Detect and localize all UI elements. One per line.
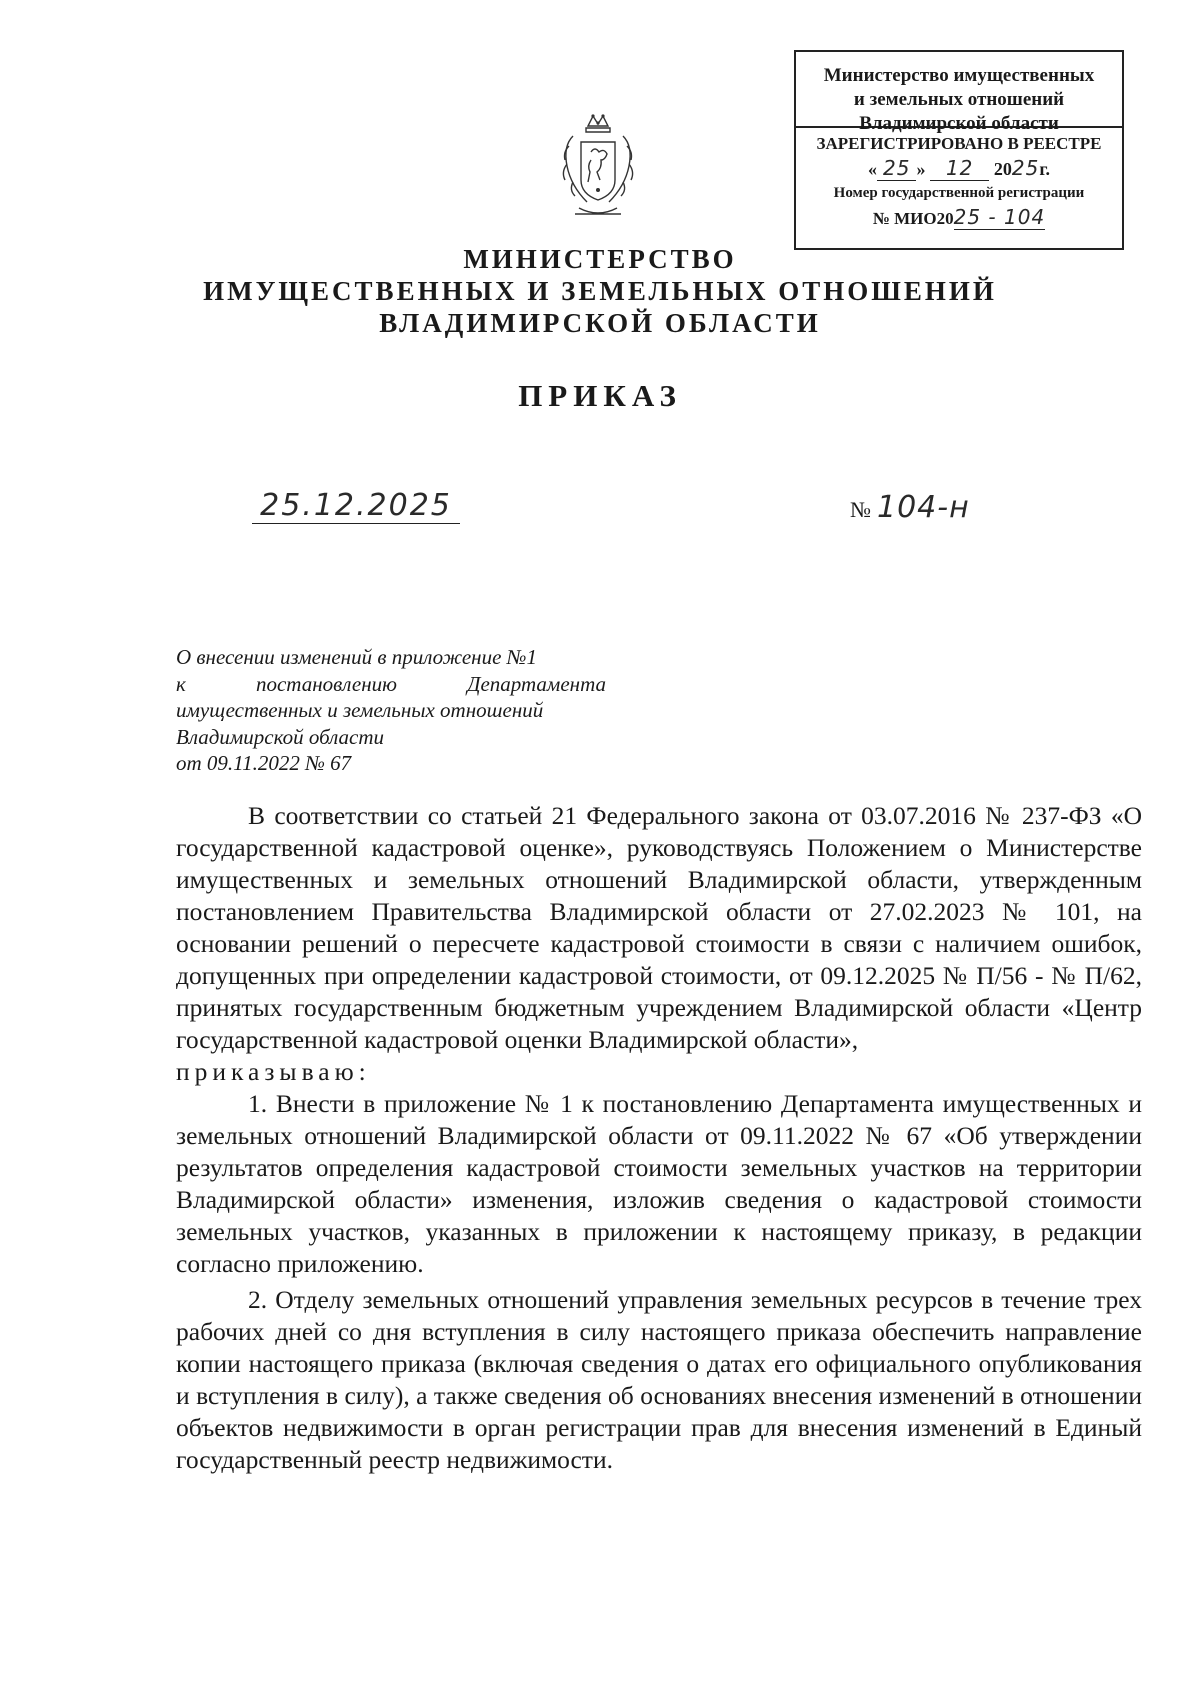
stamp-month: 12 [930,156,989,181]
preamble-paragraph: В соответствии со статьей 21 Федерального закона от 03.07.2016 № 237-ФЗ «О государственной кадастровой оценке», руководствуясь Положением о Министерстве имущественных и земельных отношений Владимирской области, утвержденным постановлением Правительства Владимирской области от 27.02.2023 № 101, на основании решений о пересчете кадастровой стоимости в связи с наличием ошибок, допущенных при определении кадастровой стоимости, от 09.12.2025 № П/56 - № П/62, принятых государственным бюджетным учреждением Владимирской области «Центр государственной кадастровой оценки Владимирской области», [176,801,1142,1054]
order-body [176,800,1142,1476]
stamp-registration-block [796,128,1122,231]
ministry-title-line2: ИМУЩЕСТВЕННЫХ И ЗЕМЕЛЬНЫХ ОТНОШЕНИЙ [203,276,997,306]
order-item-1: 1. Внести в приложение № 1 к постановлению Департамента имущественных и земельных отношений Владимирской области от 09.11.2022 № 67 «Об утверждении результатов определения кадастровой стоимости земельных участков на территории Владимирской области» изменения, изложив сведения о кадастровой стоимости земельных участков, указанных в приложении к настоящему приказу, в редакции согласно приложению. [176,1089,1142,1278]
coat-of-arms-icon [553,112,643,222]
stamp-reg-number-label: Номер государственной регистрации [833,185,1085,201]
stamp-year-end: г. [1039,159,1050,179]
document-type: ПРИКАЗ [518,378,682,413]
stamp-year-prefix: 20 [993,159,1012,179]
order-word: приказываю: [176,1057,371,1086]
registration-stamp [794,50,1124,250]
order-number-value: 104-н [877,490,970,525]
stamp-ministry-line1: Министерство имущественных [823,65,1095,86]
stamp-reg-number-value: 25 - 104 [953,205,1046,229]
order-subject [176,644,606,777]
stamp-ministry-line2: и земельных отношений [853,89,1065,110]
ministry-title-line3: ВЛАДИМИРСКОЙ ОБЛАСТИ [379,308,821,338]
stamp-registered-label: ЗАРЕГИСТРИРОВАНО В РЕЕСТРЕ [816,134,1102,153]
stamp-day: 25 [877,156,916,181]
subject-line4: Владимирской области [176,724,385,749]
order-number [850,490,970,525]
subject-line3: имущественных и земельных отношений [176,698,544,722]
subject-line1: О внесении изменений в приложение №1 [176,645,537,669]
subject-line5: от 09.11.2022 № 67 [176,751,352,775]
stamp-year-suffix: 25 [1011,156,1040,180]
stamp-reg-number [796,205,1122,231]
stamp-ministry-line3: Владимирской области [859,113,1059,134]
order-item-2: 2. Отделу земельных отношений управления земельных ресурсов в течение трех рабочих дней со дня вступления в силу настоящего приказа обеспечить направление копии настоящего приказа (включая сведения о датах его официального опубликования и вступления в силу), а также сведения об основаниях внесения изменений в отношении объектов недвижимости в орган регистрации прав для внесения изменений в Единый государственный реестр недвижимости. [176,1285,1142,1474]
ministry-title-line1: МИНИСТЕРСТВО [463,244,737,274]
stamp-date: « 25 » 12 2025г. [867,156,1050,180]
subject-line2: к постановлению Департамента [176,671,606,696]
order-number-label: № [850,497,871,522]
stamp-reg-number-prefix: № МИО20 [872,209,954,228]
order-date: 25.12.2025 [252,488,460,524]
stamp-ministry-block [796,52,1122,134]
